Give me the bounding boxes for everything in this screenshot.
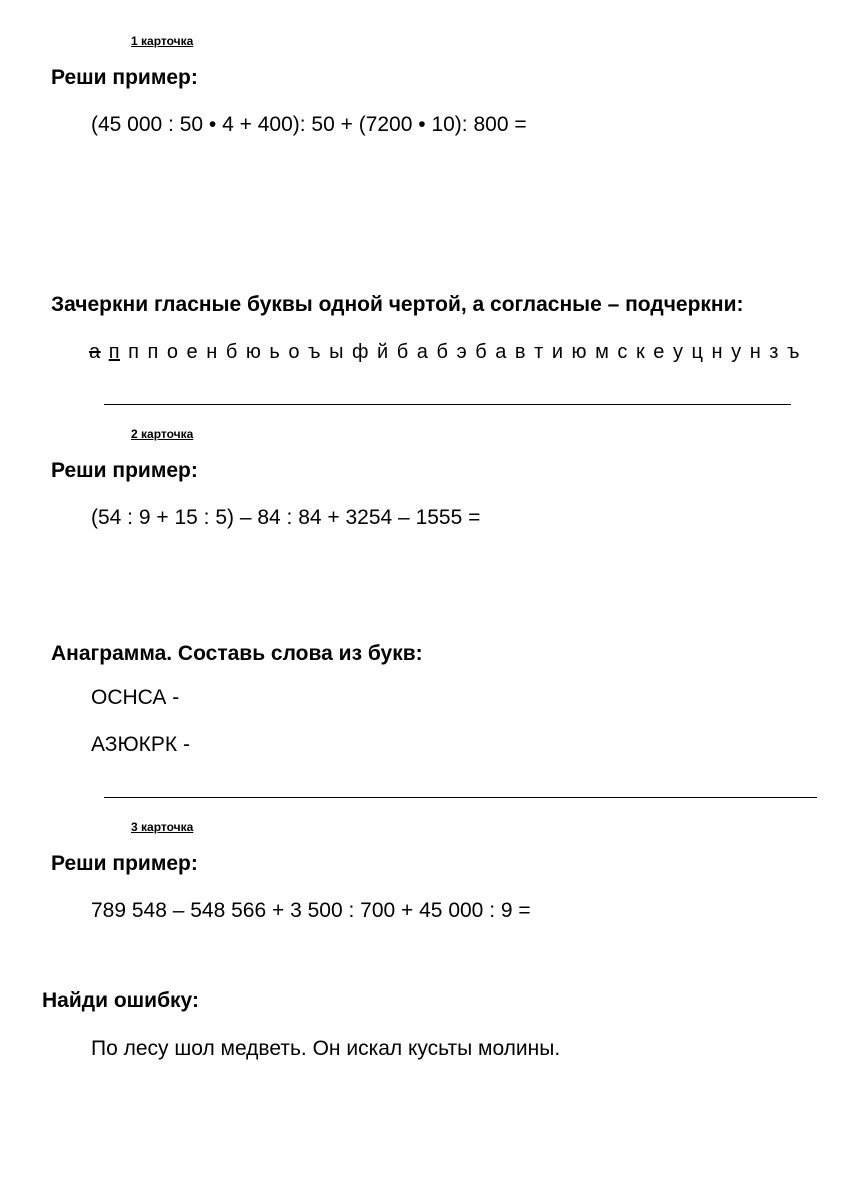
- card-3-task-2-title: Найди ошибку:: [42, 989, 199, 1012]
- anagram-word: ОСНСА -: [91, 686, 180, 709]
- card-1-task-2-title: Зачеркни гласные буквы одной чертой, а согласные – подчеркни:: [51, 293, 744, 316]
- letters-sequence: п п о е н б ю ь о ъ ы ф й б а б э б а в т и ю м с к е у ц н у н з ъ: [120, 341, 801, 363]
- card-3-task-1-title: Реши пример:: [51, 852, 198, 875]
- divider-line: [104, 797, 817, 798]
- example-underlined-consonant: п: [108, 341, 121, 363]
- anagram-word: АЗЮКРК -: [91, 733, 190, 756]
- card-1-expression: (45 000 : 50 • 4 + 400): 50 + (7200 • 10): 800 =: [91, 113, 527, 136]
- letters-row: [89, 341, 800, 364]
- card-2-label: 2 карточка: [131, 427, 194, 441]
- divider-line: [104, 404, 791, 405]
- card-2-task-1-title: Реши пример:: [51, 459, 198, 482]
- card-1-label: 1 карточка: [131, 34, 194, 48]
- error-sentence: По лесу шол медветь. Он искал кусьты молины.: [91, 1037, 561, 1060]
- card-2-expression: (54 : 9 + 15 : 5) – 84 : 84 + 3254 – 1555 =: [91, 506, 481, 529]
- example-crossed-vowel: а: [89, 341, 101, 363]
- card-1-task-1-title: Реши пример:: [51, 66, 198, 89]
- card-3-label: 3 карточка: [131, 820, 194, 834]
- card-2-task-2-title: Анаграмма. Составь слова из букв:: [51, 642, 423, 665]
- card-3-expression: 789 548 – 548 566 + 3 500 : 700 + 45 000 : 9 =: [91, 899, 531, 922]
